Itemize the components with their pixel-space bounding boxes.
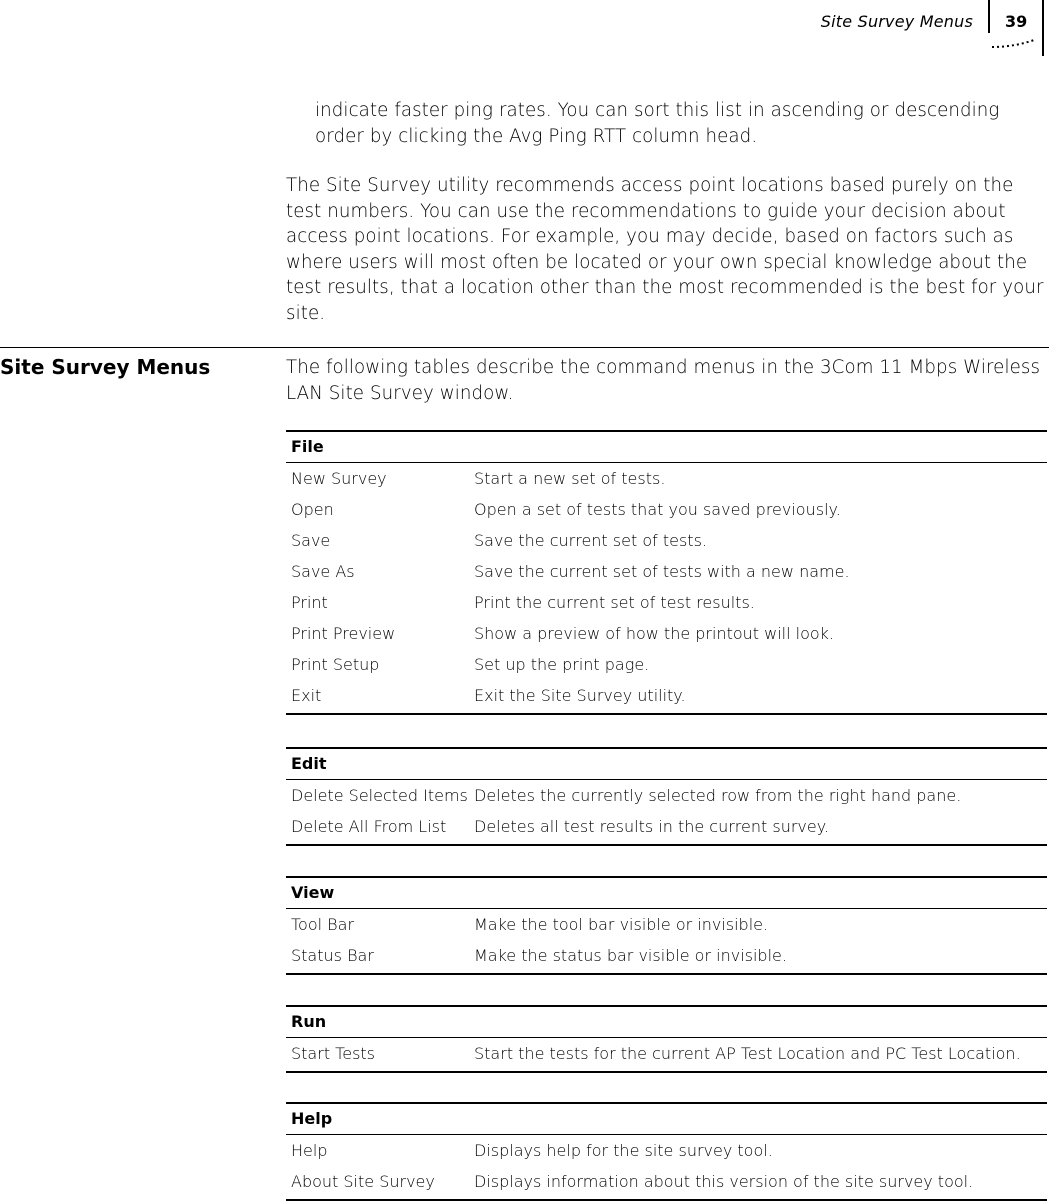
menu-description: Start the tests for the current AP Test Location and PC Test Location. bbox=[474, 1044, 1021, 1063]
menu-command: About Site Survey bbox=[291, 1172, 435, 1191]
menu-description: Exit the Site Survey utility. bbox=[474, 686, 686, 705]
menu-command: Exit bbox=[291, 686, 322, 705]
menu-command: Save As bbox=[291, 562, 355, 581]
menu-command: Print bbox=[291, 593, 328, 612]
menu-description: Displays help for the site survey tool. bbox=[474, 1141, 773, 1160]
section-title: Site Survey Menus bbox=[0, 355, 211, 379]
header-dotted-curve bbox=[990, 38, 1038, 50]
menu-command: Help bbox=[291, 1141, 328, 1160]
table-bottom-rule bbox=[286, 1199, 1047, 1201]
table-bottom-rule bbox=[286, 844, 1047, 846]
table-bottom-rule bbox=[286, 973, 1047, 975]
table-row bbox=[286, 940, 1047, 971]
menu-command: Delete All From List bbox=[291, 817, 447, 836]
table-heading: View bbox=[286, 878, 1047, 909]
table-row bbox=[286, 556, 1047, 587]
menu-command: Delete Selected Items bbox=[291, 786, 468, 805]
menu-description: Displays information about this version of the site survey tool. bbox=[474, 1172, 974, 1191]
menu-description: Set up the print page. bbox=[474, 655, 650, 674]
page-number: 39 bbox=[1005, 12, 1028, 31]
menu-command: Tool Bar bbox=[291, 915, 355, 934]
header-corner-rule bbox=[1042, 0, 1044, 56]
menu-description: Print the current set of test results. bbox=[474, 593, 755, 612]
table-bottom-rule bbox=[286, 1071, 1047, 1073]
table-row bbox=[286, 494, 1047, 525]
table-row bbox=[286, 649, 1047, 680]
table-heading: Edit bbox=[286, 749, 1047, 780]
menu-description: Save the current set of tests. bbox=[474, 531, 707, 550]
table-row bbox=[286, 587, 1047, 618]
menu-command: Print Setup bbox=[291, 655, 380, 674]
menu-command: Start Tests bbox=[291, 1044, 376, 1063]
recommendations-paragraph: The Site Survey utility recommends access point locations based purely on the test numbers. You can use the recommendations to guide your decision about access point locations. For example, you may decide, based on factors such as where users will most often be located or your own special knowledge about the test results, that a location other than the most recommended is the best for your site. bbox=[286, 175, 1044, 324]
menu-description: Make the tool bar visible or invisible. bbox=[474, 915, 769, 934]
table-row bbox=[286, 1166, 1047, 1197]
menu-table-view bbox=[286, 876, 1047, 975]
header-divider-rule bbox=[988, 0, 990, 33]
table-row bbox=[286, 909, 1047, 940]
menu-description: Show a preview of how the printout will look. bbox=[474, 624, 835, 643]
table-row bbox=[286, 780, 1047, 811]
running-header-title: Site Survey Menus bbox=[820, 12, 973, 31]
menu-description: Save the current set of tests with a new name. bbox=[474, 562, 850, 581]
section-divider bbox=[0, 347, 1049, 348]
table-heading: Run bbox=[286, 1007, 1047, 1038]
table-row bbox=[286, 463, 1047, 494]
menu-description: Open a set of tests that you saved previously. bbox=[474, 500, 841, 519]
menu-description: Deletes all test results in the current survey. bbox=[474, 817, 830, 836]
menu-table-edit bbox=[286, 747, 1047, 846]
table-row bbox=[286, 1038, 1047, 1069]
section-description: The following tables describe the command menus in the 3Com 11 Mbps Wireless LAN Site Survey window. bbox=[286, 357, 1041, 404]
menu-table-run bbox=[286, 1005, 1047, 1073]
table-row bbox=[286, 680, 1047, 711]
table-row bbox=[286, 618, 1047, 649]
menu-command: Save bbox=[291, 531, 331, 550]
menu-description: Start a new set of tests. bbox=[474, 469, 666, 488]
menu-table-help bbox=[286, 1102, 1047, 1201]
menu-command: Status Bar bbox=[291, 946, 374, 965]
continued-paragraph: indicate faster ping rates. You can sort this list in ascending or descending order by clicking the Avg Ping RTT column head. bbox=[315, 100, 1000, 147]
menu-description: Deletes the currently selected row from the right hand pane. bbox=[474, 786, 962, 805]
menu-command: New Survey bbox=[291, 469, 387, 488]
table-row bbox=[286, 525, 1047, 556]
menu-command: Print Preview bbox=[291, 624, 396, 643]
table-heading: File bbox=[286, 432, 1047, 463]
table-row bbox=[286, 1135, 1047, 1166]
table-row bbox=[286, 811, 1047, 842]
table-heading: Help bbox=[286, 1104, 1047, 1135]
menu-command: Open bbox=[291, 500, 334, 519]
table-bottom-rule bbox=[286, 713, 1047, 715]
menu-table-file bbox=[286, 430, 1047, 715]
menu-description: Make the status bar visible or invisible. bbox=[474, 946, 787, 965]
